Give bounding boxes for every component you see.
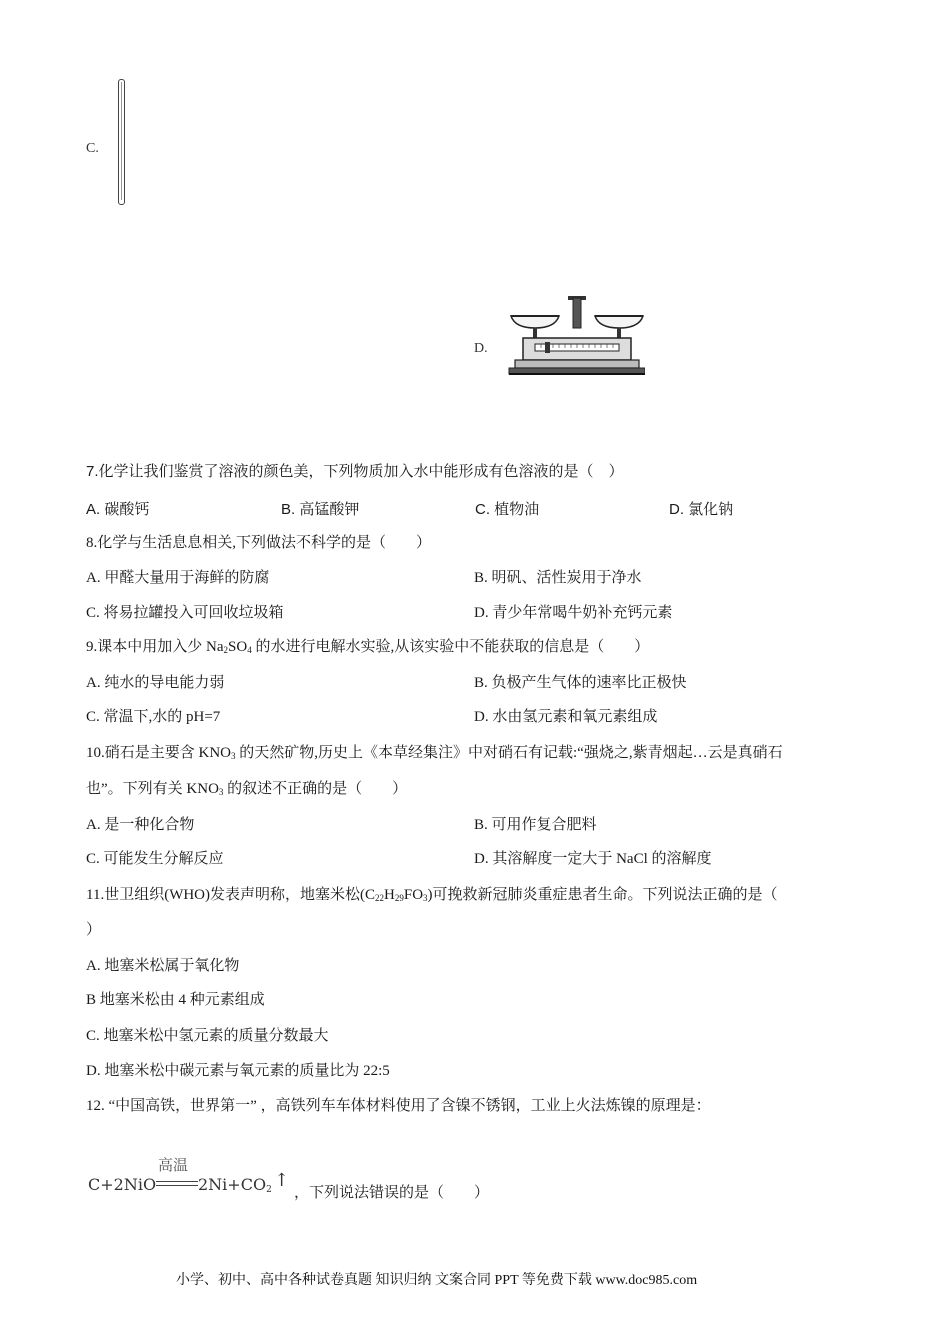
q7-option-c: C. 植物油 bbox=[475, 501, 540, 518]
footer-text: 小学、初中、高中各种试卷真题 知识归纳 文案合同 PPT 等免费下载 www.doc985.com bbox=[176, 1273, 698, 1288]
q9-sub1: 2 bbox=[223, 645, 228, 655]
q10-option-a: A. 是一种化合物 bbox=[86, 817, 195, 833]
q10-line1-post: 的天然矿物,历史上《本草经集注》中对硝石有记载:“强烧之,紫青烟起…云是真硝石 bbox=[235, 745, 783, 761]
q8-option-d: D. 青少年常喝牛奶补充钙元素 bbox=[474, 605, 673, 621]
q8-option-a: A. 甲醛大量用于海鲜的防腐 bbox=[86, 570, 270, 586]
q11-sub-c: 22 bbox=[375, 893, 385, 903]
q10-line2-sub: 3 bbox=[218, 787, 224, 797]
equation-left: C+2NiO bbox=[88, 1175, 157, 1194]
q11-option-b: B 地塞米松由 4 种元素组成 bbox=[86, 992, 265, 1008]
q11-option-d: D. 地塞米松中碳元素与氧元素的质量比为 22:5 bbox=[86, 1063, 390, 1079]
q7-option-a: A. 碳酸钙 bbox=[86, 501, 150, 518]
q11-option-c: C. 地塞米松中氢元素的质量分数最大 bbox=[86, 1028, 329, 1044]
q9-option-a: A. 纯水的导电能力弱 bbox=[86, 675, 225, 691]
q11-line2: ） bbox=[86, 922, 102, 938]
q9-option-d: D. 水由氢元素和氧元素组成 bbox=[474, 709, 658, 725]
equation-right-sub: 2 bbox=[266, 1185, 272, 1195]
q12-stem-tail: ，下列说法错误的是（ ） bbox=[294, 1185, 490, 1201]
q11-option-a: A. 地塞米松属于氧化物 bbox=[86, 958, 240, 974]
q12-stem: 12. “中国高铁，世界第一” ，高铁列车车体材料使用了含镍不锈钢，工业上火法炼镍的原理是： bbox=[86, 1098, 711, 1114]
equation-double-line bbox=[156, 1181, 198, 1186]
q9-stem-pre: 9.课本中用加入少 Na bbox=[86, 639, 224, 655]
q8-option-c: C. 将易拉罐投入可回收垃圾箱 bbox=[86, 605, 284, 621]
test-tube-image bbox=[118, 79, 125, 205]
q7-option-b: B. 高锰酸钾 bbox=[281, 501, 360, 518]
q8-option-b: B. 明矾、活性炭用于净水 bbox=[474, 570, 642, 586]
equation-right bbox=[198, 1175, 272, 1195]
balance-scale-image bbox=[505, 294, 645, 386]
equation-condition: 高温 bbox=[158, 1156, 189, 1174]
option-d-label: D. bbox=[474, 341, 488, 356]
gas-arrow-icon: ↑ bbox=[274, 1170, 290, 1191]
q9-stem-post: 的水进行电解水实验,从该实验中不能获取的信息是（ ） bbox=[251, 639, 650, 655]
q7-stem: 7.化学让我们鉴赏了溶液的颜色美，下列物质加入水中能形成有色溶液的是（ ） bbox=[86, 463, 624, 480]
q10-option-d: D. 其溶解度一定大于 NaCl 的溶解度 bbox=[474, 851, 712, 867]
q11-line1-post: )可挽救新冠肺炎重症患者生命。下列说法正确的是（ bbox=[427, 887, 778, 903]
q10-line1-sub: 3 bbox=[231, 751, 236, 761]
q10-option-c: C. 可能发生分解反应 bbox=[86, 851, 224, 867]
q10-line1-pre: 10.硝石是主要含 KNO bbox=[86, 745, 231, 761]
q7-option-d: D. 氯化钠 bbox=[669, 501, 734, 518]
test-tube-inner-line bbox=[121, 82, 122, 200]
q9-option-c: C. 常温下,水的 pH=7 bbox=[86, 709, 221, 725]
q9-sub2: 4 bbox=[247, 645, 252, 655]
q11-sub-o: 3 bbox=[423, 893, 428, 903]
q11-mid2: FO bbox=[403, 887, 424, 903]
q9-stem bbox=[86, 637, 649, 660]
option-c-label: C. bbox=[86, 141, 99, 156]
q11-line1 bbox=[86, 885, 778, 908]
q10-line2-pre: 也”。下列有关 KNO bbox=[86, 781, 219, 797]
q11-sub-h: 29 bbox=[394, 893, 404, 903]
q10-line2-post: 的叙述不正确的是（ ） bbox=[223, 781, 408, 797]
equation-right-pre: 2Ni+CO bbox=[198, 1175, 267, 1194]
q8-stem: 8.化学与生活息息相关,下列做法不科学的是（ ） bbox=[86, 535, 432, 551]
q9-stem-mid: SO bbox=[228, 639, 248, 655]
q10-option-b: B. 可用作复合肥料 bbox=[474, 817, 597, 833]
q10-line2 bbox=[86, 779, 407, 802]
q11-mid1: H bbox=[384, 887, 395, 903]
q11-line1-pre: 11.世卫组织(WHO)发表声明称，地塞米松(C bbox=[86, 887, 376, 903]
q9-option-b: B. 负极产生气体的速率比正极快 bbox=[474, 675, 687, 691]
q10-line1 bbox=[86, 743, 783, 766]
